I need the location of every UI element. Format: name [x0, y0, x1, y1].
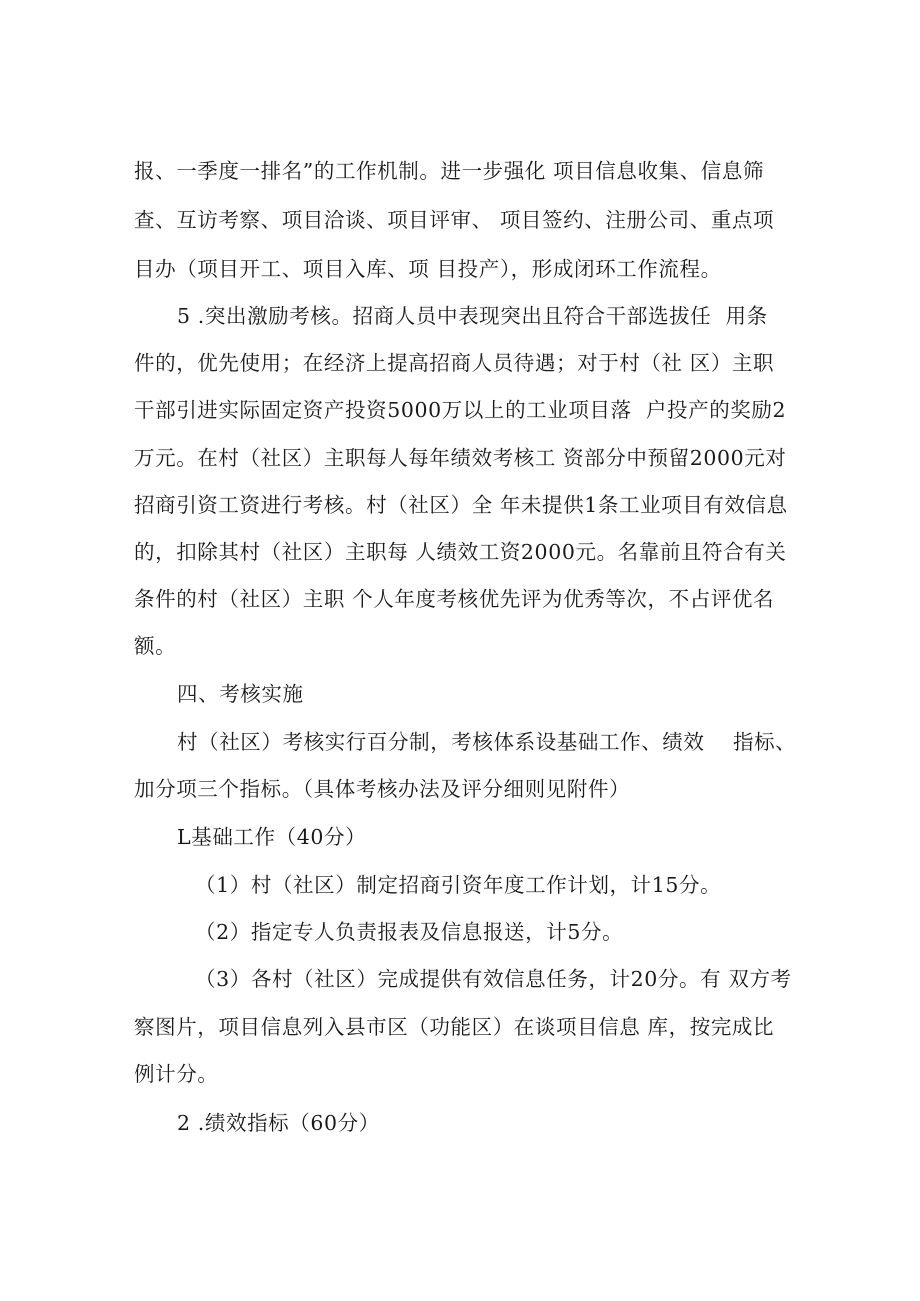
text-line: 的，扣除其村（社区）主职每 人绩效工资2000元。名靠前且符合有关: [134, 540, 787, 564]
text-line: 条件的村（社区）主职 个人年度考核优先评为优秀等次，不占评优名: [134, 587, 775, 611]
subsection-heading: L基础工作（40分）: [177, 825, 367, 849]
list-item: （1）村（社区）制定招商引资年度工作计划，计15分。: [195, 873, 722, 897]
text-line: 招商引资工资进行考核。村（社区）全 年未提供1条工业项目有效信息: [134, 493, 788, 517]
text-line: 察图片，项目信息列入县市区（功能区）在谈项目信息 库，按完成比: [134, 1015, 775, 1039]
text-line: 万元。在村（社区）主职每人每年绩效考核工 资部分中预留2000元对: [134, 446, 787, 470]
text-line: 村（社区）考核实行百分制，考核体系设基础工作、绩效 指标、: [177, 730, 797, 754]
section-heading: 四、考核实施: [177, 682, 304, 706]
text-line: 查、互访考察、项目洽谈、项目评审、 项目签约、注册公司、重点项: [134, 208, 775, 232]
text-line: 件的，优先使用；在经济上提高招商人员待遇；对于村（社 区）主职: [134, 351, 775, 375]
list-item: （3）各村（社区）完成提供有效信息任务，计20分。有 双方考: [195, 967, 792, 991]
text-line: 干部引进实际固定资产投资5000万以上的工业项目落 户投产的奖励2: [134, 398, 787, 422]
text-line: 额。: [134, 634, 177, 658]
text-line: 例计分。: [134, 1062, 219, 1086]
text-line: 报、一季度一排名”的工作机制。进一步强化 项目信息收集、信息筛: [134, 159, 765, 183]
subsection-heading: 2 .绩效指标（60分）: [177, 1111, 380, 1135]
list-item: （2）指定专人负责报表及信息报送，计5分。: [195, 920, 624, 944]
text-line: 目办（项目开工、项目入库、项 目投产），形成闭环工作流程。: [134, 257, 722, 281]
text-line: 5 .突出激励考核。招商人员中表现突出且符合干部选拔任 用条: [177, 304, 768, 328]
text-line: 加分项三个指标。（具体考核办法及评分细则见附件）: [134, 777, 631, 801]
